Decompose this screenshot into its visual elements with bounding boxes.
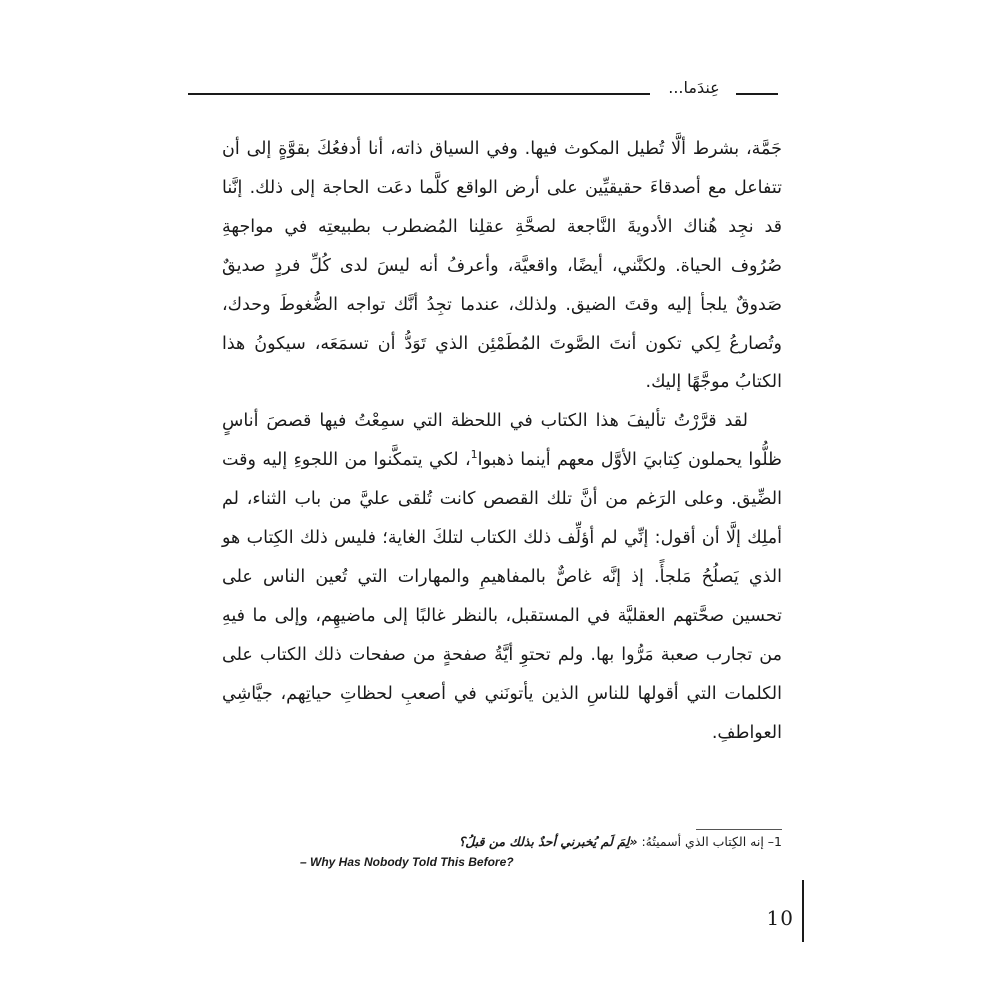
- running-head: عِندَما...: [668, 78, 720, 97]
- page-number-rule: [802, 880, 804, 942]
- footnote-rule: [696, 829, 782, 830]
- footnote-marker: 1: [470, 448, 478, 462]
- paragraph-2-part-2: ، لكي يتمكَّنوا من اللجوءِ إليه وقت الضِّيق. وعلى الرَغم من أنَّ تلك القصص كانت تُلقى عليَّ من باب الثناء، لم أملِك إلَّا أن أقول: إنِّي لم أؤلِّف ذلك الكتاب لتلكَ الغاية؛ فليس ذلك الكِتاب هو الذي يَصلُحُ مَلجأً. إذ إنَّه غاصٌّ بالمفاهيمِ والمهارات التي تُعين الناس على تحسين صحَّتهم العقليَّة في المستقبل، بالنظر غالبًا إلى ماضيهِم، وإلى ما فيهِ من تجارب صعبة مَرُّوا بها. ولم تحتوِ أيَّةُ صفحةٍ من صفحات ذلك الكتاب على الكلمات التي أقولها للناسِ الذين يأتونَني في أصعبِ لحظاتِ حياتِهم، جيَّاشِي العواطفِ.: [222, 450, 782, 743]
- paragraph-1: جَمَّة، بشرط ألَّا تُطيل المكوث فيها. وفي السياق ذاته، أنا أدفعُكَ بقوَّةٍ إلى أن تتفاعل مع أصدقاءَ حقيقيِّين على أرض الواقع كلَّما دعَت الحاجة إلى ذلك. إنَّنا قد نجِد هُناك الأدويةَ النَّاجعة لصحَّةِ عقلِنا المُضطرب بطبيعتِه في مواجهةِ صُرُوف الحياة. ولكنَّني، أيضًا، واقعيَّة، وأعرفُ أنه ليسَ لدى كُلِّ فردٍ صديقٌ صَدوقٌ يلجأ إليه وقتَ الضيق. ولذلك، عندما تجِدُ أنَّك تواجه الضُّغوطَ وحدك، وتُصارعُ لِكي تكون أنتَ الصَّوتَ المُطَمْئِن الذي تَوَدُّ أن تسمَعَه، سيكونُ هذا الكتابُ موجَّهًا إليك.: [222, 139, 782, 393]
- body-text: [222, 130, 782, 753]
- footnote-arabic-title: «لِمَ لَم يُخبرني أحدٌ بذلك من قبلُ؟: [458, 834, 638, 849]
- footnote-english-title: – Why Has Nobody Told This Before?: [300, 855, 514, 869]
- footnote-arabic: [380, 832, 782, 852]
- header-rule: [188, 93, 650, 95]
- paragraph-2: [222, 402, 782, 752]
- footnote-prefix: 1– إنه الكِتاب الذي أسميتُهُ:: [637, 834, 782, 849]
- header-dash: [736, 93, 778, 95]
- page-number: 10: [766, 906, 794, 930]
- paragraph-2-part-1: لقد قرَّرْتُ تأليفَ هذا الكتاب في اللحظة التي سمِعْتُ فيها قصصَ أناسٍ ظلُّوا يحملون كِتابيَ الأوَّل معهم أينما ذهبوا: [222, 411, 782, 471]
